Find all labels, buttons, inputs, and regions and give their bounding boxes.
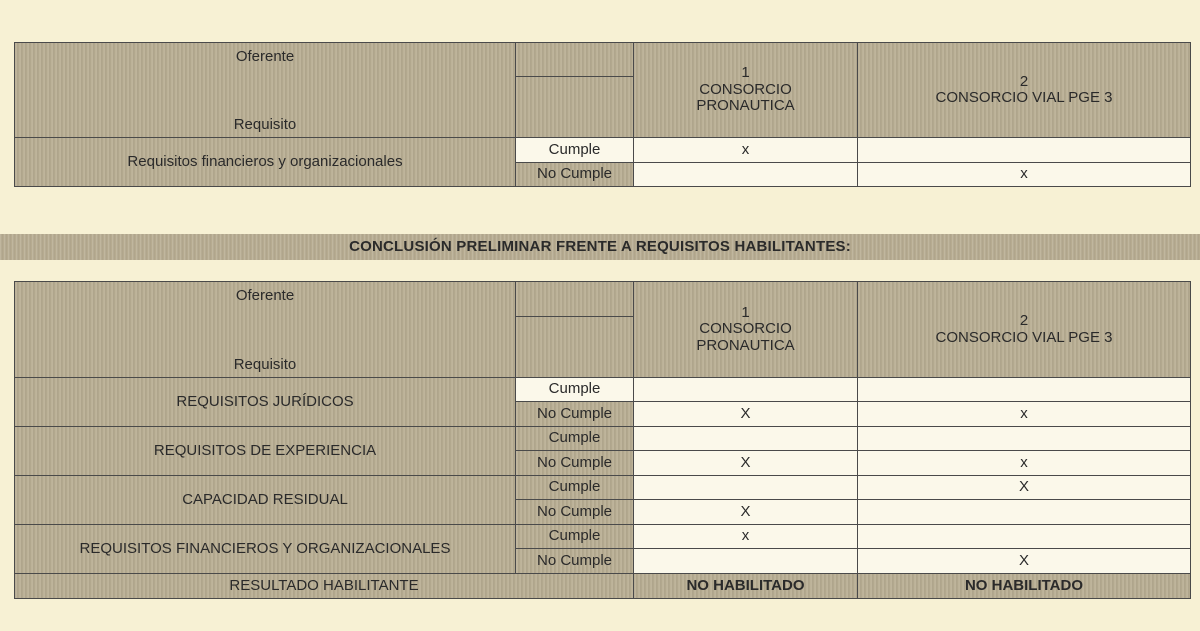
requirement-label: REQUISITOS JURÍDICOS — [15, 378, 516, 427]
bidder-2-name: CONSORCIO VIAL PGE 3 — [935, 89, 1113, 106]
bidder-1-name-line1: CONSORCIO — [699, 80, 792, 98]
bidder-2-result: NO HABILITADO — [858, 574, 1191, 599]
header-bidder-label: Oferente — [235, 48, 295, 65]
requirement-label: REQUISITOS FINANCIEROS Y ORGANIZACIONALES — [15, 525, 516, 574]
bidder-1-mark: x — [634, 525, 858, 549]
bidder-1-mark — [634, 549, 858, 574]
option-no-cumple: No Cumple — [516, 549, 634, 574]
bidder-2-mark — [858, 378, 1191, 402]
bidder-2-number: 2 — [1019, 312, 1029, 329]
requirement-label: REQUISITOS DE EXPERIENCIA — [15, 427, 516, 476]
bidder-2-number: 2 — [1019, 72, 1029, 90]
header-option-blank — [516, 43, 634, 138]
bidder-1-mark: X — [634, 451, 858, 476]
bidder-2-mark: X — [858, 549, 1191, 574]
financial-requirements-table — [14, 42, 1191, 187]
header-option-blank — [516, 282, 634, 378]
bidder-1-mark — [634, 378, 858, 402]
bidder-2-header — [858, 282, 1191, 378]
option-no-cumple: No Cumple — [516, 402, 634, 427]
requirement-label: Requisitos financieros y organizacionales — [15, 138, 516, 187]
bidder-2-mark — [858, 500, 1191, 525]
bidder-2-mark — [858, 138, 1191, 163]
bidder-2-mark — [858, 525, 1191, 549]
header-bidder-requirement — [15, 43, 516, 138]
header-requirement-label: Requisito — [233, 115, 297, 133]
option-cumple: Cumple — [516, 476, 634, 500]
bidder-2-header — [858, 43, 1191, 138]
bidder-1-mark: x — [634, 138, 858, 163]
bidder-1-number: 1 — [741, 303, 750, 321]
preliminary-conclusion-banner: CONCLUSIÓN PRELIMINAR FRENTE A REQUISITOS HABILITANTES: — [0, 234, 1200, 260]
bidder-2-mark — [858, 427, 1191, 451]
bidder-1-mark — [634, 427, 858, 451]
option-cumple: Cumple — [516, 427, 634, 451]
header-bidder-label: Oferente — [235, 287, 295, 304]
header-bidder-requirement — [15, 282, 516, 378]
result-label: RESULTADO HABILITANTE — [15, 574, 634, 599]
bidder-1-mark — [634, 163, 858, 187]
option-no-cumple: No Cumple — [516, 500, 634, 525]
option-no-cumple: No Cumple — [516, 163, 634, 187]
option-no-cumple: No Cumple — [516, 451, 634, 476]
bidder-1-header — [634, 282, 858, 378]
bidder-2-mark: X — [858, 476, 1191, 500]
option-cumple: Cumple — [516, 378, 634, 402]
bidder-1-result: NO HABILITADO — [634, 574, 858, 599]
bidder-2-mark: x — [858, 402, 1191, 427]
requirement-label: CAPACIDAD RESIDUAL — [15, 476, 516, 525]
enabling-requirements-table — [14, 281, 1191, 599]
header-requirement-label: Requisito — [233, 355, 297, 373]
bidder-1-header — [634, 43, 858, 138]
bidder-1-name-line1: CONSORCIO — [699, 320, 792, 338]
bidder-1-name-line2: PRONAUTICA — [696, 336, 795, 354]
bidder-1-mark: X — [634, 402, 858, 427]
bidder-1-mark — [634, 476, 858, 500]
bidder-2-name: CONSORCIO VIAL PGE 3 — [935, 328, 1113, 346]
option-cumple: Cumple — [516, 138, 634, 163]
option-cumple: Cumple — [516, 525, 634, 549]
bidder-2-mark: x — [858, 451, 1191, 476]
bidder-1-mark: X — [634, 500, 858, 525]
bidder-1-number: 1 — [741, 64, 750, 82]
bidder-1-name-line2: PRONAUTICA — [696, 97, 795, 115]
bidder-2-mark: x — [858, 163, 1191, 187]
